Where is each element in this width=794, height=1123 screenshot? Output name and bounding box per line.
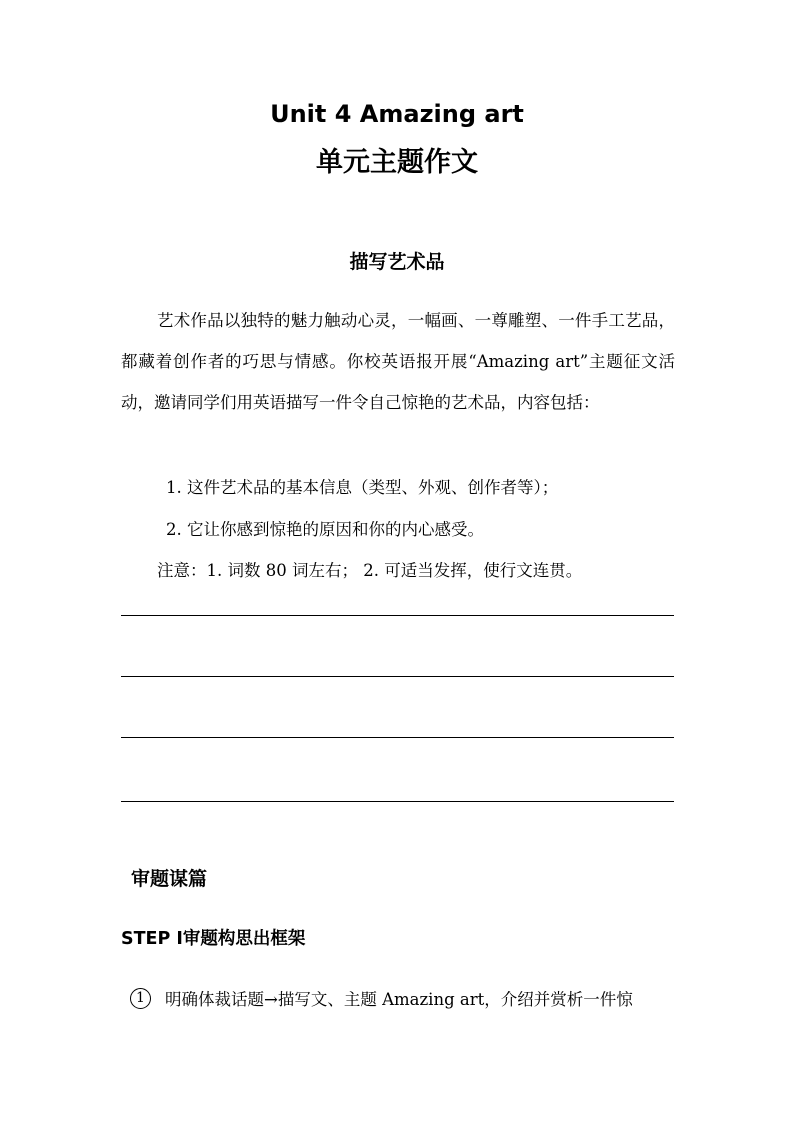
unit-title: Unit 4 Amazing art [270,100,524,128]
analysis-item-text: 明确体裁话题→描写文、主题 Amazing art，介绍并赏析一件惊 [165,990,633,1009]
task-note: 注意：1. 词数 80 词左右； 2. 可适当发挥，使行文连贯。 [157,561,583,580]
requirement-item: 1. 这件艺术品的基本信息（类型、外观、创作者等）； [166,478,559,497]
requirement-item: 2. 它让你感到惊艳的原因和你的内心感受。 [166,520,484,539]
step-heading: STEP Ⅰ审题构思出框架 [121,929,306,949]
answer-line [121,676,674,677]
analysis-heading: 审题谋篇 [131,868,208,890]
unit-subtitle: 单元主题作文 [316,147,478,178]
analysis-item [130,986,633,1010]
task-description: 艺术作品以独特的魅力触动心灵，一幅画、一尊雕塑、一件手工艺品，都藏着创作者的巧思与情感。你校英语报开展“Amazing art”主题征文活动，邀请同学们用英语描写一件令自己惊艳的艺术品，内容包括： [121,311,675,412]
answer-line [121,737,674,738]
task-title: 描写艺术品 [349,251,445,273]
answer-line [121,801,674,802]
circled-number: 1 [130,988,151,1009]
answer-line [121,615,674,616]
